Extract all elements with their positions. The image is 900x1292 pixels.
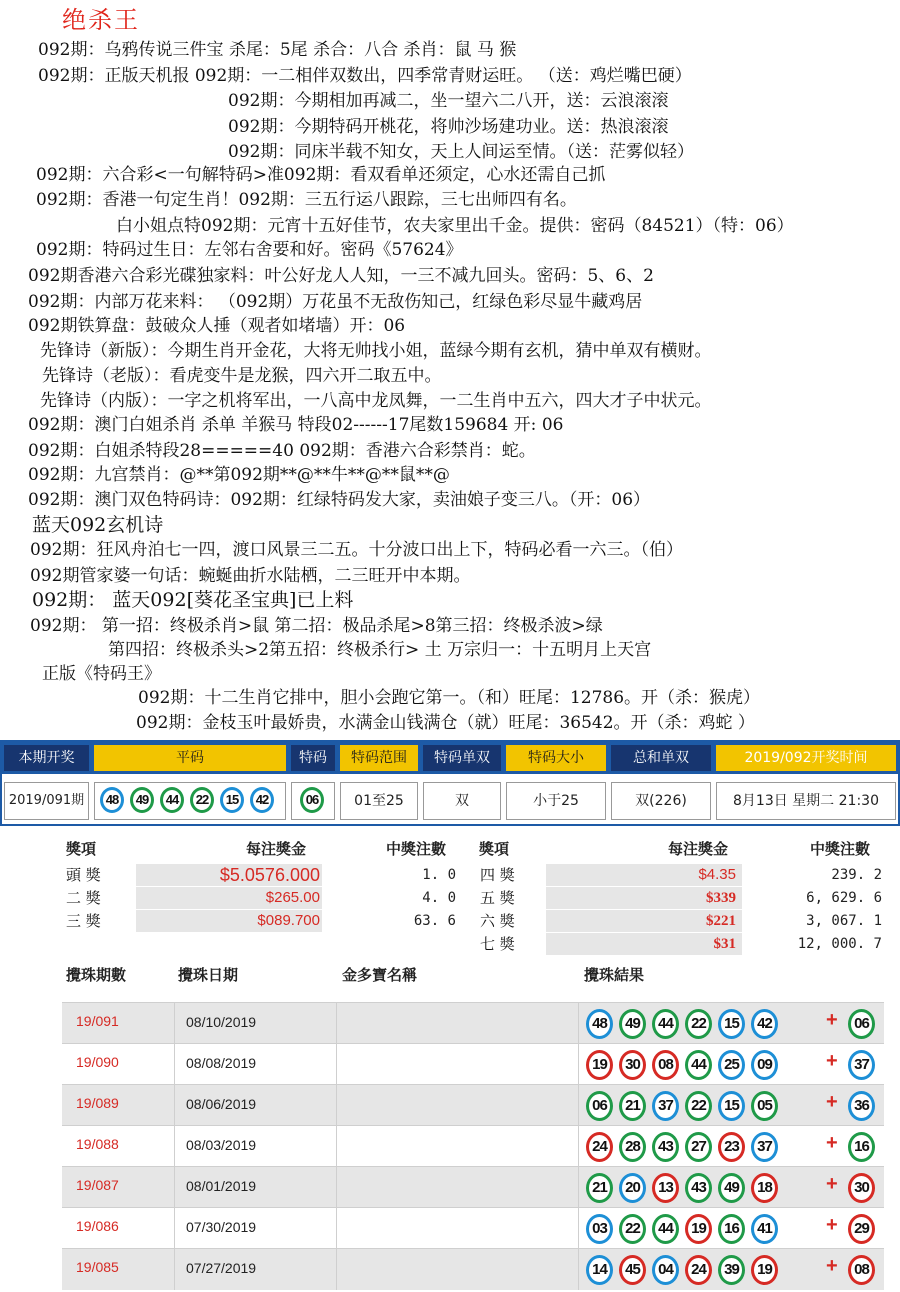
text-line: 092期：香港一句定生肖！092期：三五行运八跟踪，三七出师四有名。: [36, 190, 577, 210]
lottery-ball: 28: [619, 1132, 646, 1162]
prize-name: 五 獎: [480, 889, 515, 907]
table-row: [62, 1084, 884, 1126]
header-sum-odd-even: 总和单双: [611, 745, 711, 771]
prize-name: 六 獎: [480, 912, 515, 930]
lottery-ball: 16: [848, 1132, 875, 1162]
draw-odd-even: 双: [423, 782, 501, 820]
text-line: 092期：乌鸦传说三件宝 杀尾：5尾 杀合：八合 杀肖：鼠 马 猴: [38, 40, 517, 60]
lottery-ball: 06: [848, 1009, 875, 1039]
lottery-ball: 43: [652, 1132, 679, 1162]
prize-name: 三 獎: [66, 912, 101, 930]
lottery-ball: 22: [685, 1009, 712, 1039]
lottery-ball: 44: [652, 1009, 679, 1039]
table-row: [62, 1248, 884, 1290]
lottery-ball: 30: [848, 1173, 875, 1203]
prize-header-amount-left: 每注獎金: [246, 840, 307, 858]
text-line: 092期：九宫禁肖：@**第092期**@**牛**@**鼠**@: [28, 465, 450, 485]
lottery-ball: 22: [619, 1214, 646, 1244]
prize-count: 6, 629. 6: [806, 890, 882, 906]
history-header-name: 金多寶名稱: [342, 966, 418, 984]
header-big-small: 特码大小: [506, 745, 606, 771]
text-line: 092期：今期特码开桃花，将帅沙场建功业。送：热浪滚滚: [228, 117, 669, 137]
lottery-ball: 04: [652, 1255, 679, 1285]
lottery-ball: 15: [718, 1009, 745, 1039]
text-line: 蓝天092玄机诗: [32, 514, 164, 536]
text-line: 先锋诗（老版）：看虎变牛是龙猴，四六开二取五中。: [42, 366, 442, 386]
prize-row: [0, 864, 900, 886]
draw-id: 19/091: [76, 1013, 119, 1029]
prize-amount: $089.700: [257, 912, 320, 929]
prize-header-name-left: 獎項: [66, 840, 97, 858]
column-divider: [336, 1208, 337, 1249]
lottery-ball: 44: [685, 1050, 712, 1080]
lottery-ball: 30: [619, 1050, 646, 1080]
lottery-ball: 09: [751, 1050, 778, 1080]
text-line: 092期：同床半载不知女，天上人间运至情。（送：茫雾似轻）: [228, 142, 694, 162]
prize-name: 二 獎: [66, 889, 101, 907]
lottery-ball: 23: [718, 1132, 745, 1162]
draw-date: 08/10/2019: [186, 1014, 257, 1030]
plus-sign: +: [826, 1214, 838, 1236]
prize-count: 1. 0: [422, 867, 456, 883]
prize-header-count-left: 中獎注數: [386, 840, 447, 858]
lottery-ball: 21: [586, 1173, 613, 1203]
column-divider: [174, 1208, 175, 1249]
lottery-ball: 45: [619, 1255, 646, 1285]
lottery-ball: 21: [619, 1091, 646, 1121]
table-row: [62, 1166, 884, 1208]
history-header-id: 攪珠期數: [66, 966, 127, 984]
table-row: [62, 1043, 884, 1085]
header-odd-even: 特码单双: [423, 745, 501, 771]
lottery-ball: 43: [685, 1173, 712, 1203]
lottery-ball: 15: [220, 787, 244, 813]
lottery-ball: 41: [751, 1214, 778, 1244]
column-divider: [578, 1085, 579, 1126]
draw-id: 19/087: [76, 1177, 119, 1193]
plus-sign: +: [826, 1091, 838, 1113]
text-line: 092期：澳门白姐杀肖 杀单 羊猴马 特段02------17尾数159684 开: 06: [28, 415, 564, 435]
prize-count: 63. 6: [413, 913, 456, 929]
draw-date: 08/03/2019: [186, 1137, 257, 1153]
lottery-ball: 13: [652, 1173, 679, 1203]
column-divider: [174, 1085, 175, 1126]
prize-count: 12, 000. 7: [797, 936, 882, 952]
prize-name: 四 獎: [480, 866, 515, 884]
prize-count: 3, 067. 1: [806, 913, 882, 929]
draw-id: 19/088: [76, 1136, 119, 1152]
lottery-ball: 14: [586, 1255, 613, 1285]
plus-sign: +: [826, 1255, 838, 1277]
draw-sum-odd-even: 双(226): [611, 782, 711, 820]
text-line: 正版《特码王》: [42, 664, 161, 684]
text-line: 092期香港六合彩光碟独家料：叶公好龙人人知，一三不减九回头。密码：5、6、2: [28, 266, 654, 286]
column-divider: [336, 1126, 337, 1167]
table-row: [62, 1002, 884, 1044]
lottery-ball: 48: [100, 787, 124, 813]
plus-sign: +: [826, 1009, 838, 1031]
lottery-ball: 06: [300, 787, 324, 813]
lottery-ball: 37: [848, 1050, 875, 1080]
draw-period: 2019/091期: [4, 782, 89, 820]
draw-date: 08/08/2019: [186, 1055, 257, 1071]
lottery-ball: 03: [586, 1214, 613, 1244]
lottery-ball: 08: [848, 1255, 875, 1285]
lottery-ball: 39: [718, 1255, 745, 1285]
lottery-ball: 18: [751, 1173, 778, 1203]
text-line: 白小姐点特092期：元宵十五好佳节，农夫家里出千金。提供：密码（84521）（特：06）: [116, 216, 794, 236]
draw-id: 19/090: [76, 1054, 119, 1070]
table-row: [62, 1125, 884, 1167]
lottery-ball: 37: [652, 1091, 679, 1121]
column-divider: [578, 1044, 579, 1085]
draw-time: 8月13日 星期二 21:30: [716, 782, 896, 820]
draw-date: 07/27/2019: [186, 1260, 257, 1276]
text-line: 092期：内部万花来料： （092期）万花虽不无敌伤知己，红绿色彩尽显牛藏鸡居: [28, 292, 643, 312]
page-title: 绝杀王: [62, 6, 140, 34]
lottery-ball: 08: [652, 1050, 679, 1080]
prize-row: [0, 933, 900, 955]
column-divider: [578, 1003, 579, 1044]
prize-amount: $4.35: [698, 866, 736, 883]
prize-amount: $339: [706, 890, 736, 906]
text-line: 第四招：终极杀头>2第五招：终极杀行> 土 万宗归一：十五明月上天宫: [108, 640, 652, 660]
header-special: 特码: [291, 745, 335, 771]
draw-date: 08/06/2019: [186, 1096, 257, 1112]
history-header-date: 攪珠日期: [178, 966, 239, 984]
lottery-ball: 25: [718, 1050, 745, 1080]
prize-count: 4. 0: [422, 890, 456, 906]
lottery-ball: 19: [586, 1050, 613, 1080]
draw-result-table: [0, 740, 900, 826]
text-line: 092期： 第一招：终极杀肖>鼠 第二招：极品杀尾>8第三招：终极杀波>绿: [30, 616, 603, 636]
column-divider: [336, 1167, 337, 1208]
draw-id: 19/085: [76, 1259, 119, 1275]
prize-amount: $221: [706, 913, 736, 929]
column-divider: [336, 1003, 337, 1044]
column-divider: [174, 1044, 175, 1085]
lottery-ball: 24: [685, 1255, 712, 1285]
prize-header-count-right: 中獎注數: [810, 840, 871, 858]
draw-date: 07/30/2019: [186, 1219, 257, 1235]
text-line: 092期：白姐杀特段28=====40 092期：香港六合彩禁肖：蛇。: [28, 441, 536, 461]
prize-header-amount-right: 每注獎金: [668, 840, 729, 858]
column-divider: [578, 1249, 579, 1290]
prize-amount: $31: [713, 936, 736, 952]
draw-id: 19/089: [76, 1095, 119, 1111]
lottery-ball: 44: [160, 787, 184, 813]
header-regular: 平码: [94, 745, 286, 771]
header-range: 特码范围: [340, 745, 418, 771]
table-row: [62, 1207, 884, 1249]
column-divider: [578, 1126, 579, 1167]
column-divider: [174, 1003, 175, 1044]
draw-regular-numbers: [94, 782, 286, 820]
column-divider: [336, 1249, 337, 1290]
lottery-ball: 44: [652, 1214, 679, 1244]
lottery-ball: 20: [619, 1173, 646, 1203]
lottery-ball: 16: [718, 1214, 745, 1244]
lottery-ball: 15: [718, 1091, 745, 1121]
lottery-ball: 27: [685, 1132, 712, 1162]
column-divider: [336, 1044, 337, 1085]
draw-header-bar: [2, 742, 898, 774]
text-line: 092期：十二生肖它排中，胆小会跑它第一。（和）旺尾：12786。开（杀：猴虎）: [138, 688, 761, 708]
lottery-ball: 22: [685, 1091, 712, 1121]
text-line: 092期：澳门双色特码诗：092期：红绿特码发大家，卖油娘子变三八。（开：06）: [28, 490, 651, 510]
prize-amount: $5.0576.000: [219, 865, 320, 885]
lottery-ball: 37: [751, 1132, 778, 1162]
prize-name: 七 獎: [480, 935, 515, 953]
lottery-ball: 42: [250, 787, 274, 813]
text-line: 092期：今期相加再减二，坐一望六二八开，送：云浪滚滚: [228, 91, 669, 111]
lottery-ball: 29: [848, 1214, 875, 1244]
prize-row: [0, 910, 900, 932]
lottery-ball: 19: [685, 1214, 712, 1244]
text-line: 先锋诗（新版）：今期生肖开金花，大将无帅找小姐，蓝绿今期有玄机，猜中单双有横财。: [40, 341, 712, 361]
lottery-ball: 42: [751, 1009, 778, 1039]
lottery-ball: 19: [751, 1255, 778, 1285]
text-line: 092期：金枝玉叶最娇贵，水满金山钱满仓（就）旺尾：36542。开（杀：鸡蛇 ）: [136, 713, 755, 733]
lottery-ball: 24: [586, 1132, 613, 1162]
column-divider: [174, 1249, 175, 1290]
text-line: 092期： 蓝天092[葵花圣宝典]已上料: [32, 589, 354, 611]
lottery-ball: 48: [586, 1009, 613, 1039]
text-line: 092期：正版天机报 092期：一二相伴双数出，四季常青财运旺。 （送：鸡烂嘴巴硬）: [38, 66, 692, 86]
column-divider: [174, 1126, 175, 1167]
column-divider: [578, 1167, 579, 1208]
plus-sign: +: [826, 1132, 838, 1154]
lottery-ball: 49: [619, 1009, 646, 1039]
text-line: 先锋诗（内版）：一字之机将军出，一八高中龙凤舞，一二生肖中五六，四大才子中状元。: [40, 391, 712, 411]
text-line: 092期：特码过生日：左邻右舍要和好。密码《57624》: [36, 240, 463, 260]
plus-sign: +: [826, 1050, 838, 1072]
text-line: 092期铁算盘：鼓破众人捶（观者如堵墙）开：06: [28, 316, 406, 336]
column-divider: [336, 1085, 337, 1126]
prize-header-name-right: 獎項: [479, 840, 510, 858]
lottery-ball: 22: [190, 787, 214, 813]
lottery-ball: 49: [718, 1173, 745, 1203]
prize-row: [0, 887, 900, 909]
lottery-ball: 05: [751, 1091, 778, 1121]
prize-name: 頭 獎: [66, 866, 101, 884]
lottery-ball: 36: [848, 1091, 875, 1121]
draw-range: 01至25: [340, 782, 418, 820]
text-line: 092期管家婆一句话：蜿蜒曲折水陆栖，二三旺开中本期。: [30, 566, 471, 586]
draw-big-small: 小于25: [506, 782, 606, 820]
prize-count: 239. 2: [831, 867, 882, 883]
draw-date: 08/01/2019: [186, 1178, 257, 1194]
lottery-ball: 06: [586, 1091, 613, 1121]
column-divider: [578, 1208, 579, 1249]
plus-sign: +: [826, 1173, 838, 1195]
draw-id: 19/086: [76, 1218, 119, 1234]
prize-amount: $265.00: [265, 889, 320, 906]
history-header-result: 攪珠結果: [584, 966, 645, 984]
draw-special-number: [291, 782, 335, 820]
lottery-ball: 49: [130, 787, 154, 813]
header-draw-time: 2019/092开奖时间: [716, 745, 896, 771]
column-divider: [174, 1167, 175, 1208]
text-line: 092期：六合彩<一句解特码>准092期：看双看单还须定，心水还需自己抓: [36, 165, 606, 185]
text-line: 092期：狂风舟泊七一四，渡口风景三二五。十分波口出上下，特码必看一六三。（伯）: [30, 540, 683, 560]
header-current-draw: 本期开奖: [4, 745, 89, 771]
